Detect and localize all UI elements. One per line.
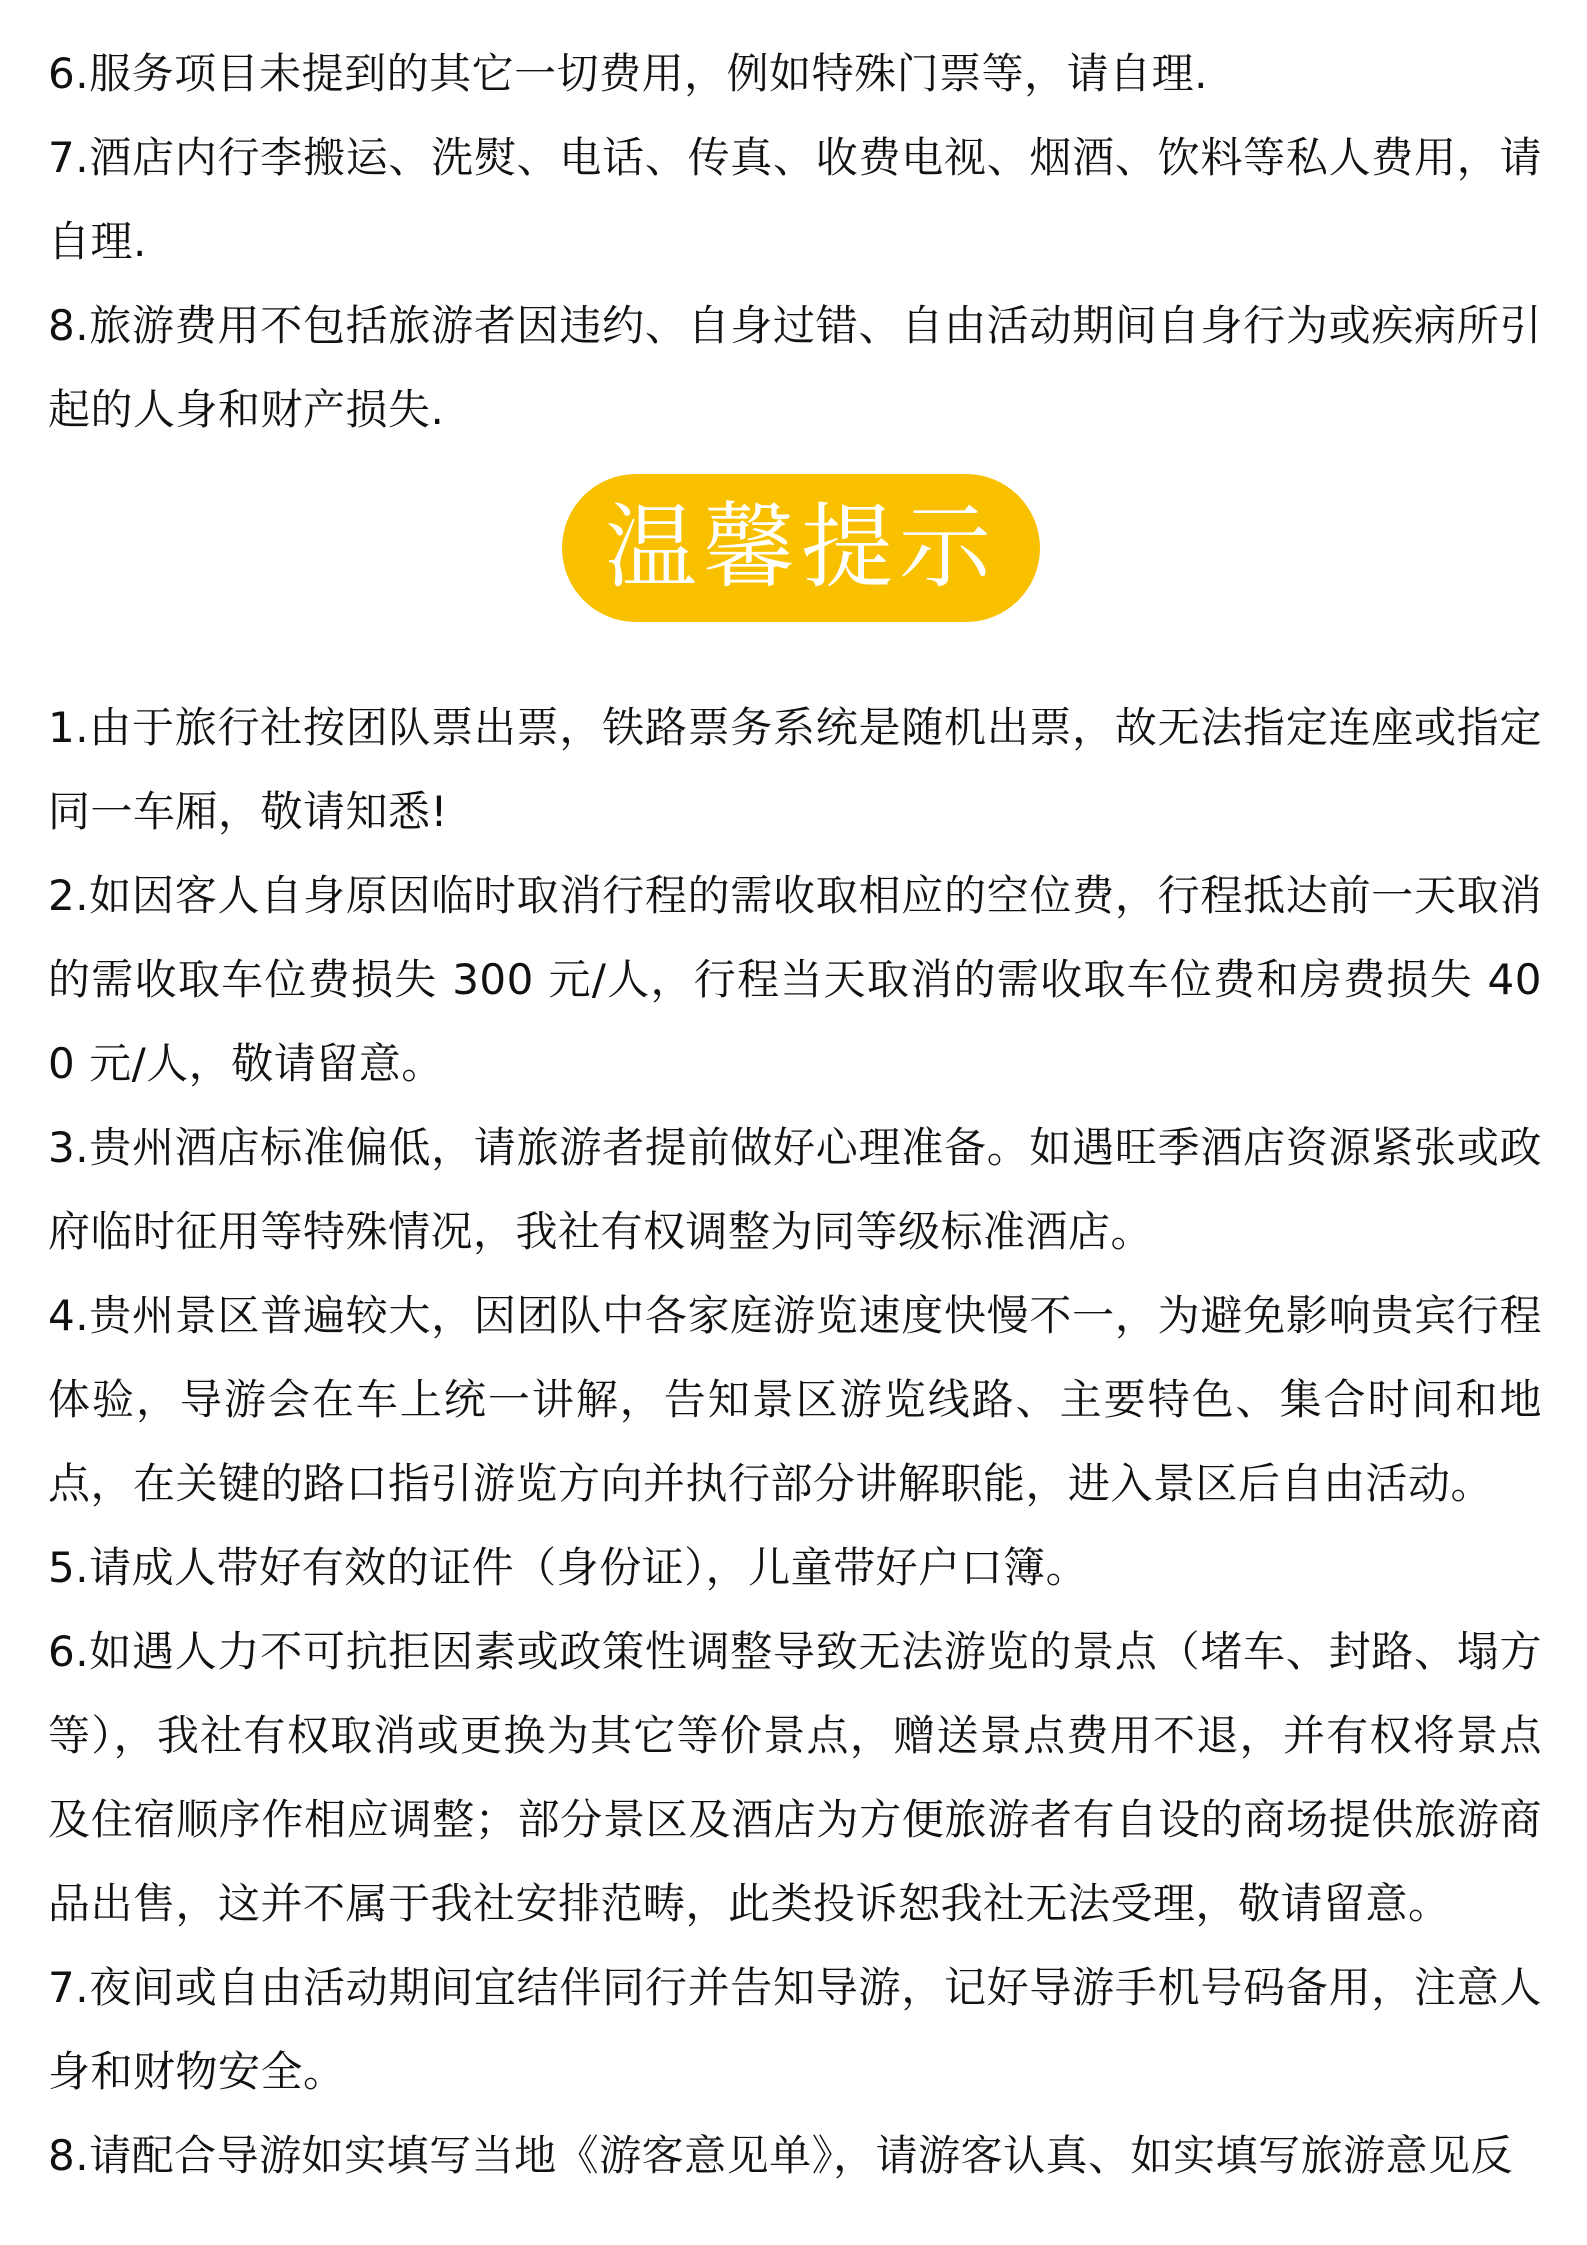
tip-item-4: 4.贵州景区普遍较大，因团队中各家庭游览速度快慢不一，为避免影响贵宾行程体验，导游会在车上统一讲解，告知景区游览线路、主要特色、集合时间和地点，在关键的路口指引游览方向并执行部分讲解职能，进入景区后自由活动。 <box>48 1291 1542 1508</box>
tip-item-6: 6.如遇人力不可抗拒因素或政策性调整导致无法游览的景点（堵车、封路、塌方等），我社有权取消或更换为其它等价景点，赠送景点费用不退，并有权将景点及住宿顺序作相应调整；部分景区及酒店为方便旅游者有自设的商场提供旅游商品出售，这并不属于我社安排范畴，此类投诉恕我社无法受理，敬请留意。 <box>48 1627 1542 1928</box>
warm-tips-banner <box>562 474 1040 622</box>
exclusion-item-8: 8.旅游费用不包括旅游者因违约、自身过错、自由活动期间自身行为或疾病所引起的人身和财产损失. <box>48 301 1542 434</box>
exclusion-item-6: 6.服务项目未提到的其它一切费用，例如特殊门票等，请自理. <box>48 49 1208 98</box>
tip-item-8: 8.请配合导游如实填写当地《游客意见单》，请游客认真、如实填写旅游意见反 <box>48 2131 1514 2180</box>
tip-item-5: 5.请成人带好有效的证件（身份证），儿童带好户口簿。 <box>48 1543 1089 1592</box>
tip-item-3: 3.贵州酒店标准偏低，请旅游者提前做好心理准备。如遇旺季酒店资源紧张或政府临时征用等特殊情况，我社有权调整为同等级标准酒店。 <box>48 1123 1542 1256</box>
tip-item-7: 7.夜间或自由活动期间宜结伴同行并告知导游，记好导游手机号码备用，注意人身和财物安全。 <box>48 1963 1542 2096</box>
warm-tips-title: 温馨提示 <box>604 494 997 601</box>
tip-item-1: 1.由于旅行社按团队票出票，铁路票务系统是随机出票，故无法指定连座或指定同一车厢，敬请知悉! <box>48 703 1542 836</box>
tip-item-2: 2.如因客人自身原因临时取消行程的需收取相应的空位费，行程抵达前一天取消的需收取车位费损失 300 元/人，行程当天取消的需收取车位费和房费损失 400 元/人，敬请留意。 <box>48 871 1542 1088</box>
fee-exclusions-list <box>48 32 1542 452</box>
warm-tips-list <box>48 686 1542 2198</box>
exclusion-item-7: 7.酒店内行李搬运、洗熨、电话、传真、收费电视、烟酒、饮料等私人费用，请自理. <box>48 133 1542 266</box>
